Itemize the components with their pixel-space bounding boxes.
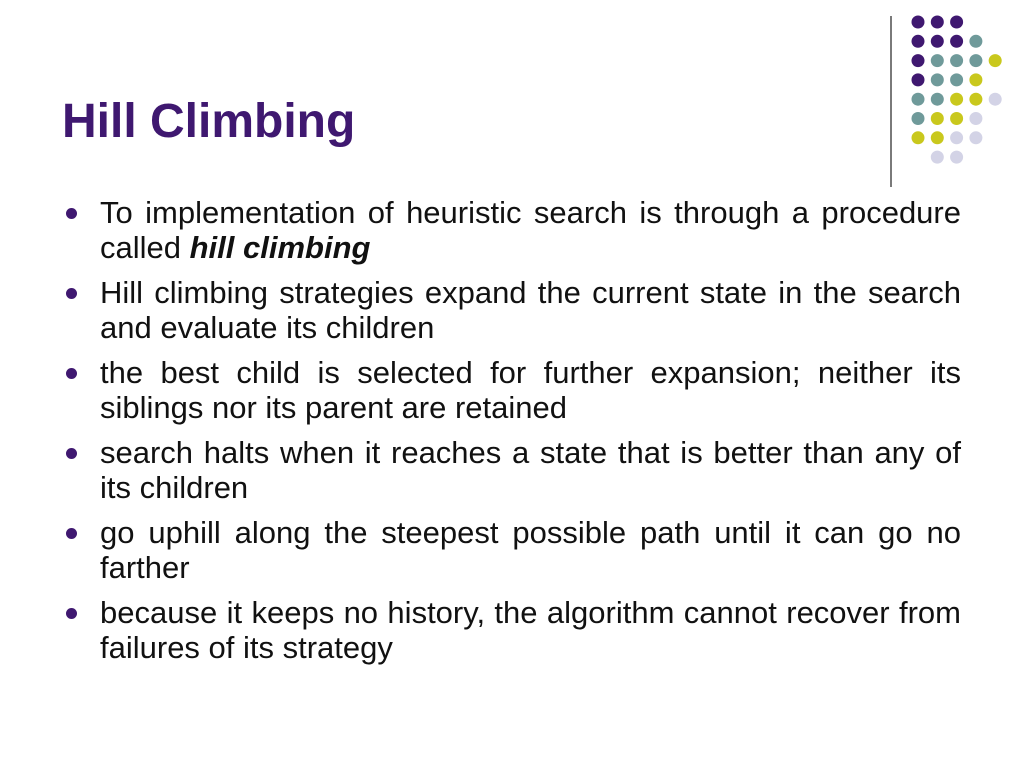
bullet-dot-icon bbox=[66, 208, 77, 219]
emphasized-term: hill climbing bbox=[189, 230, 371, 265]
slide-title: Hill Climbing bbox=[62, 95, 356, 148]
decorative-dot bbox=[950, 16, 963, 29]
decorative-dot bbox=[912, 112, 925, 125]
bullet-text: the best child is selected for further expansion; neither its siblings nor its parent are retained bbox=[100, 355, 961, 425]
decorative-dot bbox=[989, 93, 1002, 106]
bullet-item bbox=[64, 355, 961, 425]
title-divider-line bbox=[890, 16, 892, 187]
decorative-dot bbox=[931, 54, 944, 67]
bullet-list bbox=[64, 195, 961, 675]
bullet-text: search halts when it reaches a state that is better than any of its children bbox=[100, 435, 961, 505]
decorative-dot bbox=[950, 93, 963, 106]
decorative-dot bbox=[912, 35, 925, 48]
decorative-dot bbox=[931, 35, 944, 48]
decorative-dot bbox=[912, 16, 925, 29]
decorative-dot bbox=[931, 151, 944, 164]
decorative-dot bbox=[969, 112, 982, 125]
bullet-item bbox=[64, 195, 961, 265]
decorative-dot bbox=[931, 73, 944, 86]
bullet-item bbox=[64, 275, 961, 345]
decorative-dot bbox=[950, 35, 963, 48]
decorative-dot bbox=[912, 131, 925, 144]
decorative-dot bbox=[950, 54, 963, 67]
bullet-text: Hill climbing strategies expand the current state in the search and evaluate its children bbox=[100, 275, 961, 345]
bullet-dot-icon bbox=[66, 448, 77, 459]
bullet-dot-icon bbox=[66, 288, 77, 299]
bullet-item bbox=[64, 595, 961, 665]
bullet-dot-icon bbox=[66, 608, 77, 619]
decorative-dot bbox=[950, 151, 963, 164]
decorative-dot bbox=[969, 93, 982, 106]
decorative-dot bbox=[931, 16, 944, 29]
bullet-text: To implementation of heuristic search is through a procedure called bbox=[100, 195, 961, 265]
decorative-dot bbox=[950, 73, 963, 86]
bullet-item bbox=[64, 435, 961, 505]
bullet-item bbox=[64, 515, 961, 585]
decorative-dot bbox=[931, 131, 944, 144]
bullet-dot-icon bbox=[66, 368, 77, 379]
decorative-dot bbox=[931, 93, 944, 106]
decorative-dot bbox=[912, 93, 925, 106]
decorative-dot bbox=[912, 73, 925, 86]
decorative-dot bbox=[931, 112, 944, 125]
decorative-dot bbox=[969, 35, 982, 48]
decorative-dot bbox=[912, 54, 925, 67]
decorative-dot bbox=[969, 73, 982, 86]
bullet-text: because it keeps no history, the algorithm cannot recover from failures of its strategy bbox=[100, 595, 961, 665]
decorative-dot bbox=[950, 131, 963, 144]
decorative-dot bbox=[969, 54, 982, 67]
bullet-dot-icon bbox=[66, 528, 77, 539]
bullet-text: go uphill along the steepest possible path until it can go no farther bbox=[100, 515, 961, 585]
decorative-dot bbox=[969, 131, 982, 144]
decorative-dot bbox=[950, 112, 963, 125]
decorative-dot bbox=[989, 54, 1002, 67]
